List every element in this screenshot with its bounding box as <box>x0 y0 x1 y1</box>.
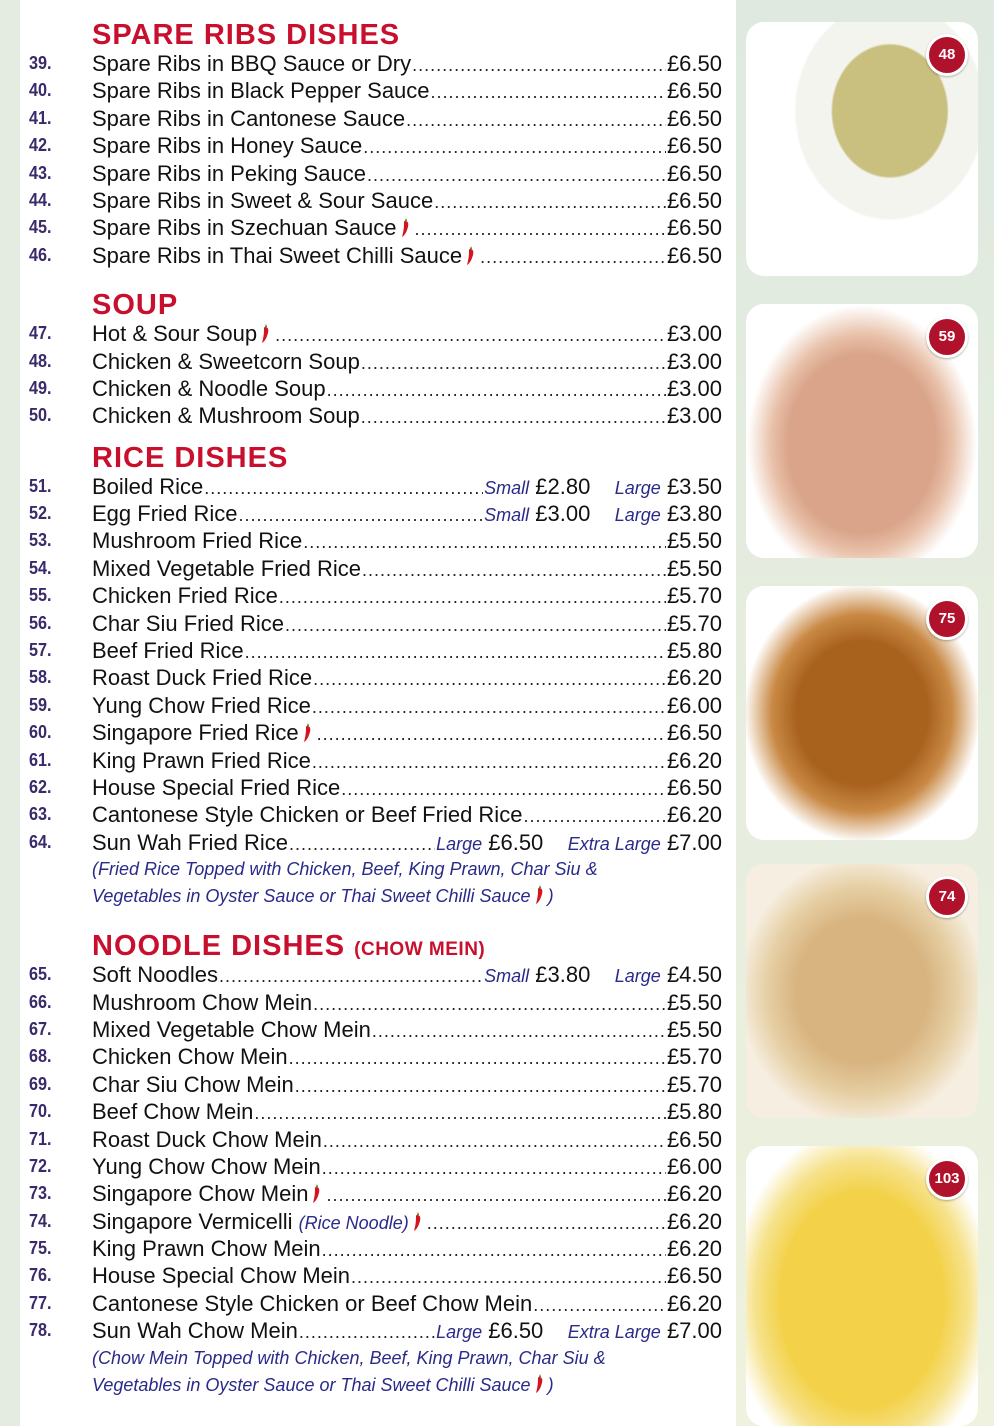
item-sized-prices: Small £3.80 Large £4.50 <box>484 962 722 988</box>
item-name: Roast Duck Fried Rice <box>92 665 313 691</box>
item-number: 65. <box>29 964 52 985</box>
menu-item <box>20 320 736 347</box>
item-number: 62. <box>29 776 52 797</box>
dot-leader <box>361 404 666 431</box>
item-price: £3.00 <box>666 375 722 401</box>
item-name: Spare Ribs in Black Pepper Sauce <box>92 78 430 104</box>
dish-number-badge: 103 <box>926 1158 968 1200</box>
section-heading: RICE DISHES <box>92 441 289 474</box>
item-price: £6.20 <box>666 747 722 773</box>
item-name: Char Siu Chow Mein <box>92 1071 294 1097</box>
item-price: £5.50 <box>666 555 722 581</box>
item-price: £5.70 <box>666 1071 722 1097</box>
item-name: Sun Wah Fried Rice <box>92 829 289 855</box>
item-number: 58. <box>29 667 52 688</box>
dot-leader <box>415 216 666 243</box>
item-name: House Special Fried Rice <box>92 774 341 800</box>
menu-item <box>20 1180 736 1207</box>
dot-leader <box>362 557 666 584</box>
item-name: Sun Wah Chow Mein <box>92 1318 298 1344</box>
menu-item <box>20 1290 736 1317</box>
item-price: £6.50 <box>666 215 722 241</box>
dot-leader <box>406 107 666 134</box>
item-name: Mushroom Fried Rice <box>92 528 303 554</box>
item-number: 55. <box>29 585 52 606</box>
dot-leader <box>533 1292 666 1319</box>
chili-icon <box>466 245 475 265</box>
menu-item <box>20 1071 736 1098</box>
dot-leader <box>295 1073 666 1100</box>
menu-item <box>20 1098 736 1125</box>
dot-leader <box>299 1319 435 1346</box>
item-number: 39. <box>29 53 52 73</box>
dot-leader <box>363 134 666 161</box>
item-number: 59. <box>29 694 52 715</box>
dot-leader <box>431 79 666 106</box>
item-sized-prices: Small £3.00 Large £3.80 <box>484 501 722 527</box>
chili-icon <box>312 1183 321 1203</box>
item-number: 67. <box>29 1018 52 1039</box>
item-number: 47. <box>29 323 52 344</box>
item-number: 70. <box>29 1101 52 1122</box>
menu-item <box>20 1317 736 1344</box>
item-number: 51. <box>29 475 52 496</box>
chili-icon <box>413 1211 422 1231</box>
dish-number-badge: 48 <box>926 34 968 76</box>
menu-item <box>20 50 736 77</box>
photo-singapore-vermicelli <box>746 864 978 1118</box>
dot-leader <box>279 584 666 611</box>
item-price: £6.50 <box>666 242 722 268</box>
section-heading: SOUP <box>92 289 179 322</box>
item-number: 45. <box>29 217 52 238</box>
item-price: £5.50 <box>666 1016 722 1042</box>
item-number: 77. <box>29 1292 52 1313</box>
dot-leader <box>275 322 666 349</box>
item-name: Chicken Chow Mein <box>92 1044 288 1070</box>
item-price: £6.20 <box>666 802 722 828</box>
item-number: 68. <box>29 1046 52 1067</box>
dot-leader <box>323 1128 666 1155</box>
menu-item <box>20 402 736 429</box>
item-price: £6.50 <box>666 105 722 131</box>
dot-leader <box>361 350 666 377</box>
item-price: £5.50 <box>666 989 722 1015</box>
item-name: Beef Fried Rice <box>92 638 244 664</box>
dot-leader <box>327 377 666 404</box>
menu-item <box>20 961 736 988</box>
chili-icon <box>535 885 544 905</box>
item-price: £6.50 <box>666 1126 722 1152</box>
item-price: £6.20 <box>666 1181 722 1207</box>
dot-leader <box>523 803 666 830</box>
chili-icon <box>535 1374 544 1394</box>
section-heading: SPARE RIBS DISHES <box>92 19 401 51</box>
menu-item <box>20 473 736 500</box>
chili-icon <box>303 722 312 742</box>
item-name: King Prawn Chow Mein <box>92 1236 321 1262</box>
dot-leader <box>285 612 666 639</box>
item-name: Singapore Vermicelli (Rice Noodle) <box>92 1208 426 1237</box>
menu-item <box>20 242 736 269</box>
menu-item <box>20 132 736 159</box>
item-number: 50. <box>29 405 52 426</box>
section-note: (Fried Rice Topped with Chicken, Beef, King Prawn, Char Siu & Vegetables in Oyster Sauce or Thai Sweet Chilli Sauce ) <box>92 859 598 907</box>
menu-item <box>20 527 736 554</box>
menu-item <box>20 801 736 828</box>
dot-leader <box>239 502 484 529</box>
menu-item <box>20 77 736 104</box>
chili-icon <box>401 217 410 237</box>
menu-item <box>20 1235 736 1262</box>
item-number: 44. <box>29 189 52 210</box>
item-number: 56. <box>29 612 52 633</box>
item-name: Hot & Sour Soup <box>92 320 274 347</box>
dot-leader <box>341 776 666 803</box>
item-name: Mushroom Chow Mein <box>92 989 313 1015</box>
menu-item <box>20 555 736 582</box>
item-name: Cantonese Style Chicken or Beef Fried Rice <box>92 802 523 828</box>
item-name: King Prawn Fried Rice <box>92 747 311 773</box>
item-price: £6.50 <box>666 51 722 76</box>
item-price: £6.50 <box>666 160 722 186</box>
dot-leader <box>254 1100 666 1127</box>
dot-leader <box>312 749 666 776</box>
item-name: Spare Ribs in Honey Sauce <box>92 133 363 159</box>
item-name: Singapore Fried Rice <box>92 719 316 746</box>
menu-item <box>20 774 736 801</box>
dot-leader <box>219 963 483 990</box>
menu-page <box>20 0 736 1426</box>
item-sized-prices: Large £6.50 Extra Large £7.00 <box>436 1318 722 1344</box>
section-note: (Chow Mein Topped with Chicken, Beef, King Prawn, Char Siu & Vegetables in Oyster Sauce or Thai Sweet Chilli Sauce ) <box>92 1347 606 1395</box>
item-price: £6.50 <box>666 78 722 104</box>
dot-leader <box>312 694 666 721</box>
item-sized-prices: Large £6.50 Extra Large £7.00 <box>436 829 722 855</box>
item-price: £6.20 <box>666 1236 722 1262</box>
item-number: 78. <box>29 1320 52 1341</box>
item-name: Cantonese Style Chicken or Beef Chow Mein <box>92 1290 533 1316</box>
item-number: 52. <box>29 503 52 524</box>
item-price: £6.20 <box>666 665 722 691</box>
dot-leader <box>313 991 666 1018</box>
dot-leader <box>303 529 666 556</box>
item-name: Beef Chow Mein <box>92 1099 254 1125</box>
item-number: 75. <box>29 1238 52 1259</box>
item-name: Soft Noodles <box>92 962 218 988</box>
item-name: Spare Ribs in Sweet & Sour Sauce <box>92 187 434 213</box>
dish-number-badge: 74 <box>926 876 968 918</box>
item-price: £6.50 <box>666 720 722 746</box>
photo-king-prawn-omelette <box>746 1146 978 1426</box>
item-name: Yung Chow Chow Mein <box>92 1153 321 1179</box>
item-name: Chicken & Mushroom Soup <box>92 403 360 429</box>
item-name: Egg Fried Rice <box>92 501 238 527</box>
dot-leader <box>372 1018 666 1045</box>
menu-item <box>20 375 736 402</box>
menu-item <box>20 105 736 132</box>
dot-leader <box>313 666 666 693</box>
menu-item <box>20 829 736 856</box>
dot-leader <box>204 475 483 502</box>
item-name: Roast Duck Chow Mein <box>92 1126 322 1152</box>
menu-item <box>20 1043 736 1070</box>
item-number: 61. <box>29 749 52 770</box>
menu-item <box>20 747 736 774</box>
menu-item <box>20 348 736 375</box>
menu-item <box>20 637 736 664</box>
item-number: 73. <box>29 1183 52 1204</box>
dot-leader <box>326 1182 665 1209</box>
menu-item <box>20 664 736 691</box>
item-name: Yung Chow Fried Rice <box>92 692 311 718</box>
menu-item <box>20 1126 736 1153</box>
item-name: Chicken & Sweetcorn Soup <box>92 348 360 374</box>
menu-item <box>20 160 736 187</box>
item-price: £3.00 <box>666 321 722 347</box>
dot-leader <box>412 52 666 79</box>
item-price: £6.50 <box>666 187 722 213</box>
item-number: 66. <box>29 991 52 1012</box>
item-name: Spare Ribs in Thai Sweet Chilli Sauce <box>92 242 479 269</box>
item-number: 64. <box>29 831 52 852</box>
item-extra: (Rice Noodle) <box>298 1212 409 1233</box>
item-number: 63. <box>29 804 52 825</box>
dot-leader <box>289 831 435 858</box>
item-number: 69. <box>29 1073 52 1094</box>
item-price: £6.20 <box>666 1208 722 1234</box>
menu-item <box>20 1016 736 1043</box>
item-price: £6.50 <box>666 774 722 800</box>
item-number: 76. <box>29 1265 52 1286</box>
item-price: £5.80 <box>666 638 722 664</box>
item-number: 41. <box>29 107 52 128</box>
menu-item <box>20 719 736 746</box>
item-name: Spare Ribs in BBQ Sauce or Dry <box>92 51 412 76</box>
item-price: £6.50 <box>666 1263 722 1289</box>
item-price: £5.70 <box>666 583 722 609</box>
item-name: Mixed Vegetable Fried Rice <box>92 555 362 581</box>
item-price: £6.00 <box>666 692 722 718</box>
menu-item <box>20 214 736 241</box>
item-name: Chicken & Noodle Soup <box>92 375 326 401</box>
dot-leader <box>317 721 666 748</box>
left-margin-strip <box>0 0 20 1426</box>
item-name: Char Siu Fried Rice <box>92 610 284 636</box>
item-price: £5.50 <box>666 528 722 554</box>
dot-leader <box>434 189 666 216</box>
dot-leader <box>322 1155 666 1182</box>
item-number: 60. <box>29 722 52 743</box>
item-price: £5.80 <box>666 1099 722 1125</box>
chili-icon <box>261 323 270 343</box>
menu-item <box>20 692 736 719</box>
menu-item <box>20 500 736 527</box>
item-price: £6.20 <box>666 1290 722 1316</box>
item-number: 71. <box>29 1128 52 1149</box>
item-number: 43. <box>29 162 52 183</box>
item-number: 40. <box>29 80 52 101</box>
dot-leader <box>367 162 666 189</box>
photo-chicken-sweetcorn-soup <box>746 22 978 276</box>
item-price: £3.00 <box>666 348 722 374</box>
item-price: £6.00 <box>666 1153 722 1179</box>
dot-leader <box>427 1210 666 1237</box>
item-price: £3.00 <box>666 403 722 429</box>
dish-number-badge: 59 <box>926 316 968 358</box>
dish-number-badge: 75 <box>926 598 968 640</box>
menu-item <box>20 582 736 609</box>
item-number: 74. <box>29 1210 52 1231</box>
item-name: Chicken Fried Rice <box>92 583 278 609</box>
menu-item <box>20 187 736 214</box>
item-sized-prices: Small £2.80 Large £3.50 <box>484 473 722 499</box>
section-heading: NOODLE DISHES (CHOW MEIN) <box>92 930 486 963</box>
item-price: £5.70 <box>666 610 722 636</box>
item-number: 46. <box>29 244 52 265</box>
menu-item <box>20 1262 736 1289</box>
item-price: £6.50 <box>666 133 722 159</box>
item-name: Spare Ribs in Szechuan Sauce <box>92 214 414 241</box>
menu-content <box>20 20 736 1399</box>
item-name: House Special Chow Mein <box>92 1263 351 1289</box>
menu-item <box>20 989 736 1016</box>
item-number: 57. <box>29 640 52 661</box>
item-number: 54. <box>29 557 52 578</box>
item-number: 53. <box>29 530 52 551</box>
item-price: £5.70 <box>666 1044 722 1070</box>
dot-leader <box>351 1264 666 1291</box>
menu-item <box>20 1208 736 1235</box>
dot-leader <box>289 1045 666 1072</box>
item-name: Spare Ribs in Peking Sauce <box>92 160 366 186</box>
dot-leader <box>322 1237 666 1264</box>
item-number: 42. <box>29 135 52 156</box>
item-number: 48. <box>29 350 52 371</box>
photo-yung-chow-fried-rice <box>746 304 978 558</box>
item-name: Spare Ribs in Cantonese Sauce <box>92 105 406 131</box>
dot-leader <box>480 244 666 271</box>
item-name: Boiled Rice <box>92 473 204 499</box>
dot-leader <box>245 639 666 666</box>
item-name: Mixed Vegetable Chow Mein <box>92 1016 371 1042</box>
photo-king-prawn-chow-mein <box>746 586 978 840</box>
menu-item <box>20 610 736 637</box>
menu-item <box>20 1153 736 1180</box>
item-name: Singapore Chow Mein <box>92 1180 325 1207</box>
item-number: 49. <box>29 377 52 398</box>
item-number: 72. <box>29 1155 52 1176</box>
